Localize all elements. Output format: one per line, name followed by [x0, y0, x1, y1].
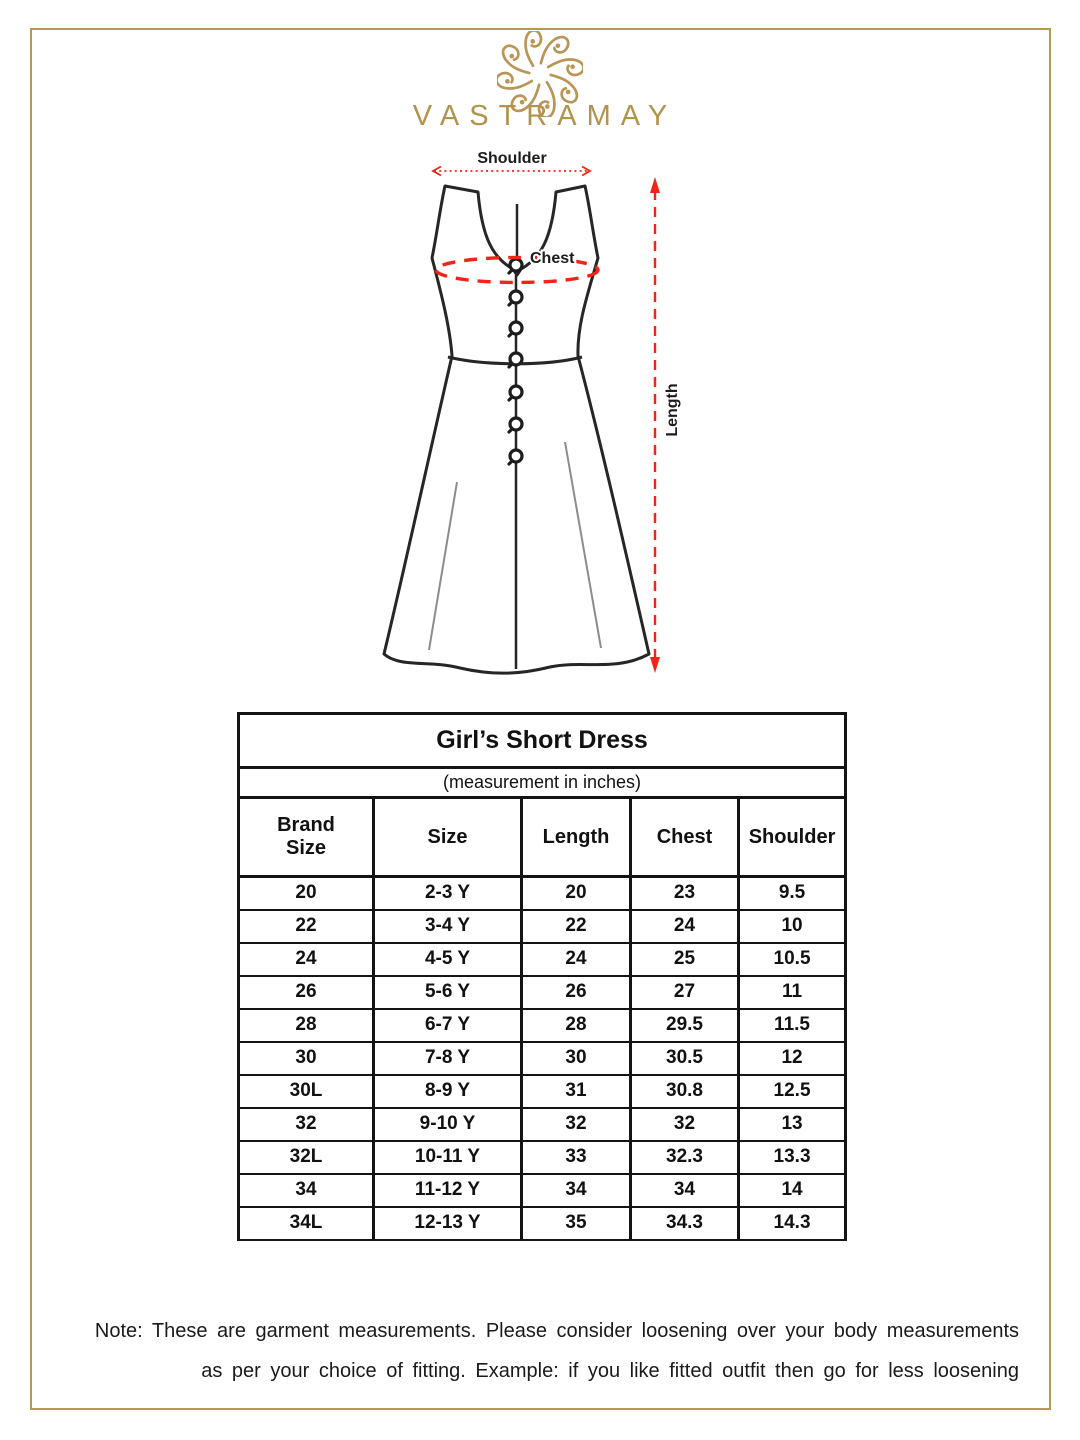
cell-brand-size: 22	[239, 910, 374, 943]
cell-length: 31	[522, 1075, 631, 1108]
cell-chest: 32.3	[631, 1141, 739, 1174]
cell-brand-size: 28	[239, 1009, 374, 1042]
note-line-1: Note: These are garment measurements. Please consider loosening over your body measurements	[94, 1320, 1019, 1342]
cell-brand-size: 34L	[239, 1207, 374, 1240]
cell-brand-size: 24	[239, 943, 374, 976]
cell-size: 5-6 Y	[374, 976, 522, 1009]
cell-shoulder: 14	[739, 1174, 846, 1207]
cell-length: 20	[522, 877, 631, 910]
cell-size: 12-13 Y	[374, 1207, 522, 1240]
cell-length: 30	[522, 1042, 631, 1075]
table-row	[239, 1174, 846, 1207]
table-row	[239, 1075, 846, 1108]
table-row	[239, 943, 846, 976]
table-row	[239, 877, 846, 910]
cell-shoulder: 10	[739, 910, 846, 943]
length-label: Length	[664, 383, 681, 437]
column-header-brand-size: Brand Size	[239, 798, 374, 877]
brand-name: VASTRAMAY	[412, 100, 678, 132]
cell-chest: 34.3	[631, 1207, 739, 1240]
cell-shoulder: 13.3	[739, 1141, 846, 1174]
cell-brand-size: 32L	[239, 1141, 374, 1174]
cell-size: 3-4 Y	[374, 910, 522, 943]
table-subtitle: (measurement in inches)	[239, 768, 846, 798]
cell-chest: 32	[631, 1108, 739, 1141]
cell-shoulder: 11.5	[739, 1009, 846, 1042]
cell-shoulder: 10.5	[739, 943, 846, 976]
cell-shoulder: 12.5	[739, 1075, 846, 1108]
cell-size: 11-12 Y	[374, 1174, 522, 1207]
cell-size: 8-9 Y	[374, 1075, 522, 1108]
cell-chest: 24	[631, 910, 739, 943]
shoulder-arrow-icon	[433, 167, 590, 176]
table-row	[239, 1207, 846, 1240]
cell-size: 2-3 Y	[374, 877, 522, 910]
cell-size: 10-11 Y	[374, 1141, 522, 1174]
cell-chest: 30.5	[631, 1042, 739, 1075]
table-row	[239, 910, 846, 943]
table-row	[239, 1009, 846, 1042]
cell-length: 34	[522, 1174, 631, 1207]
cell-brand-size: 30L	[239, 1075, 374, 1108]
cell-length: 28	[522, 1009, 631, 1042]
cell-brand-size: 34	[239, 1174, 374, 1207]
table-title: Girl’s Short Dress	[239, 714, 846, 768]
cell-shoulder: 12	[739, 1042, 846, 1075]
cell-brand-size: 20	[239, 877, 374, 910]
dress-measurement-diagram	[360, 146, 700, 686]
size-table	[237, 712, 847, 1241]
cell-size: 9-10 Y	[374, 1108, 522, 1141]
column-header-chest: Chest	[631, 798, 739, 877]
cell-length: 26	[522, 976, 631, 1009]
table-row	[239, 1042, 846, 1075]
cell-size: 4-5 Y	[374, 943, 522, 976]
cell-shoulder: 13	[739, 1108, 846, 1141]
table-row	[239, 976, 846, 1009]
cell-chest: 23	[631, 877, 739, 910]
cell-chest: 29.5	[631, 1009, 739, 1042]
cell-chest: 34	[631, 1174, 739, 1207]
cell-brand-size: 32	[239, 1108, 374, 1141]
cell-brand-size: 26	[239, 976, 374, 1009]
length-arrow-icon	[650, 177, 660, 673]
column-header-shoulder: Shoulder	[739, 798, 846, 877]
shoulder-label: Shoulder	[477, 150, 547, 167]
cell-length: 33	[522, 1141, 631, 1174]
column-header-size: Size	[374, 798, 522, 877]
cell-length: 24	[522, 943, 631, 976]
cell-shoulder: 11	[739, 976, 846, 1009]
cell-chest: 25	[631, 943, 739, 976]
cell-shoulder: 14.3	[739, 1207, 846, 1240]
cell-length: 32	[522, 1108, 631, 1141]
table-header-row	[239, 798, 846, 877]
cell-length: 35	[522, 1207, 631, 1240]
cell-chest: 30.8	[631, 1075, 739, 1108]
note-line-2: as per your choice of fitting. Example: if you like fitted outfit then go for less loosening	[201, 1360, 1019, 1382]
cell-chest: 27	[631, 976, 739, 1009]
cell-size: 7-8 Y	[374, 1042, 522, 1075]
cell-shoulder: 9.5	[739, 877, 846, 910]
measurement-note	[55, 1311, 1019, 1391]
chest-label: Chest	[530, 250, 575, 267]
cell-brand-size: 30	[239, 1042, 374, 1075]
cell-size: 6-7 Y	[374, 1009, 522, 1042]
table-row	[239, 1141, 846, 1174]
cell-length: 22	[522, 910, 631, 943]
column-header-length: Length	[522, 798, 631, 877]
table-row	[239, 1108, 846, 1141]
